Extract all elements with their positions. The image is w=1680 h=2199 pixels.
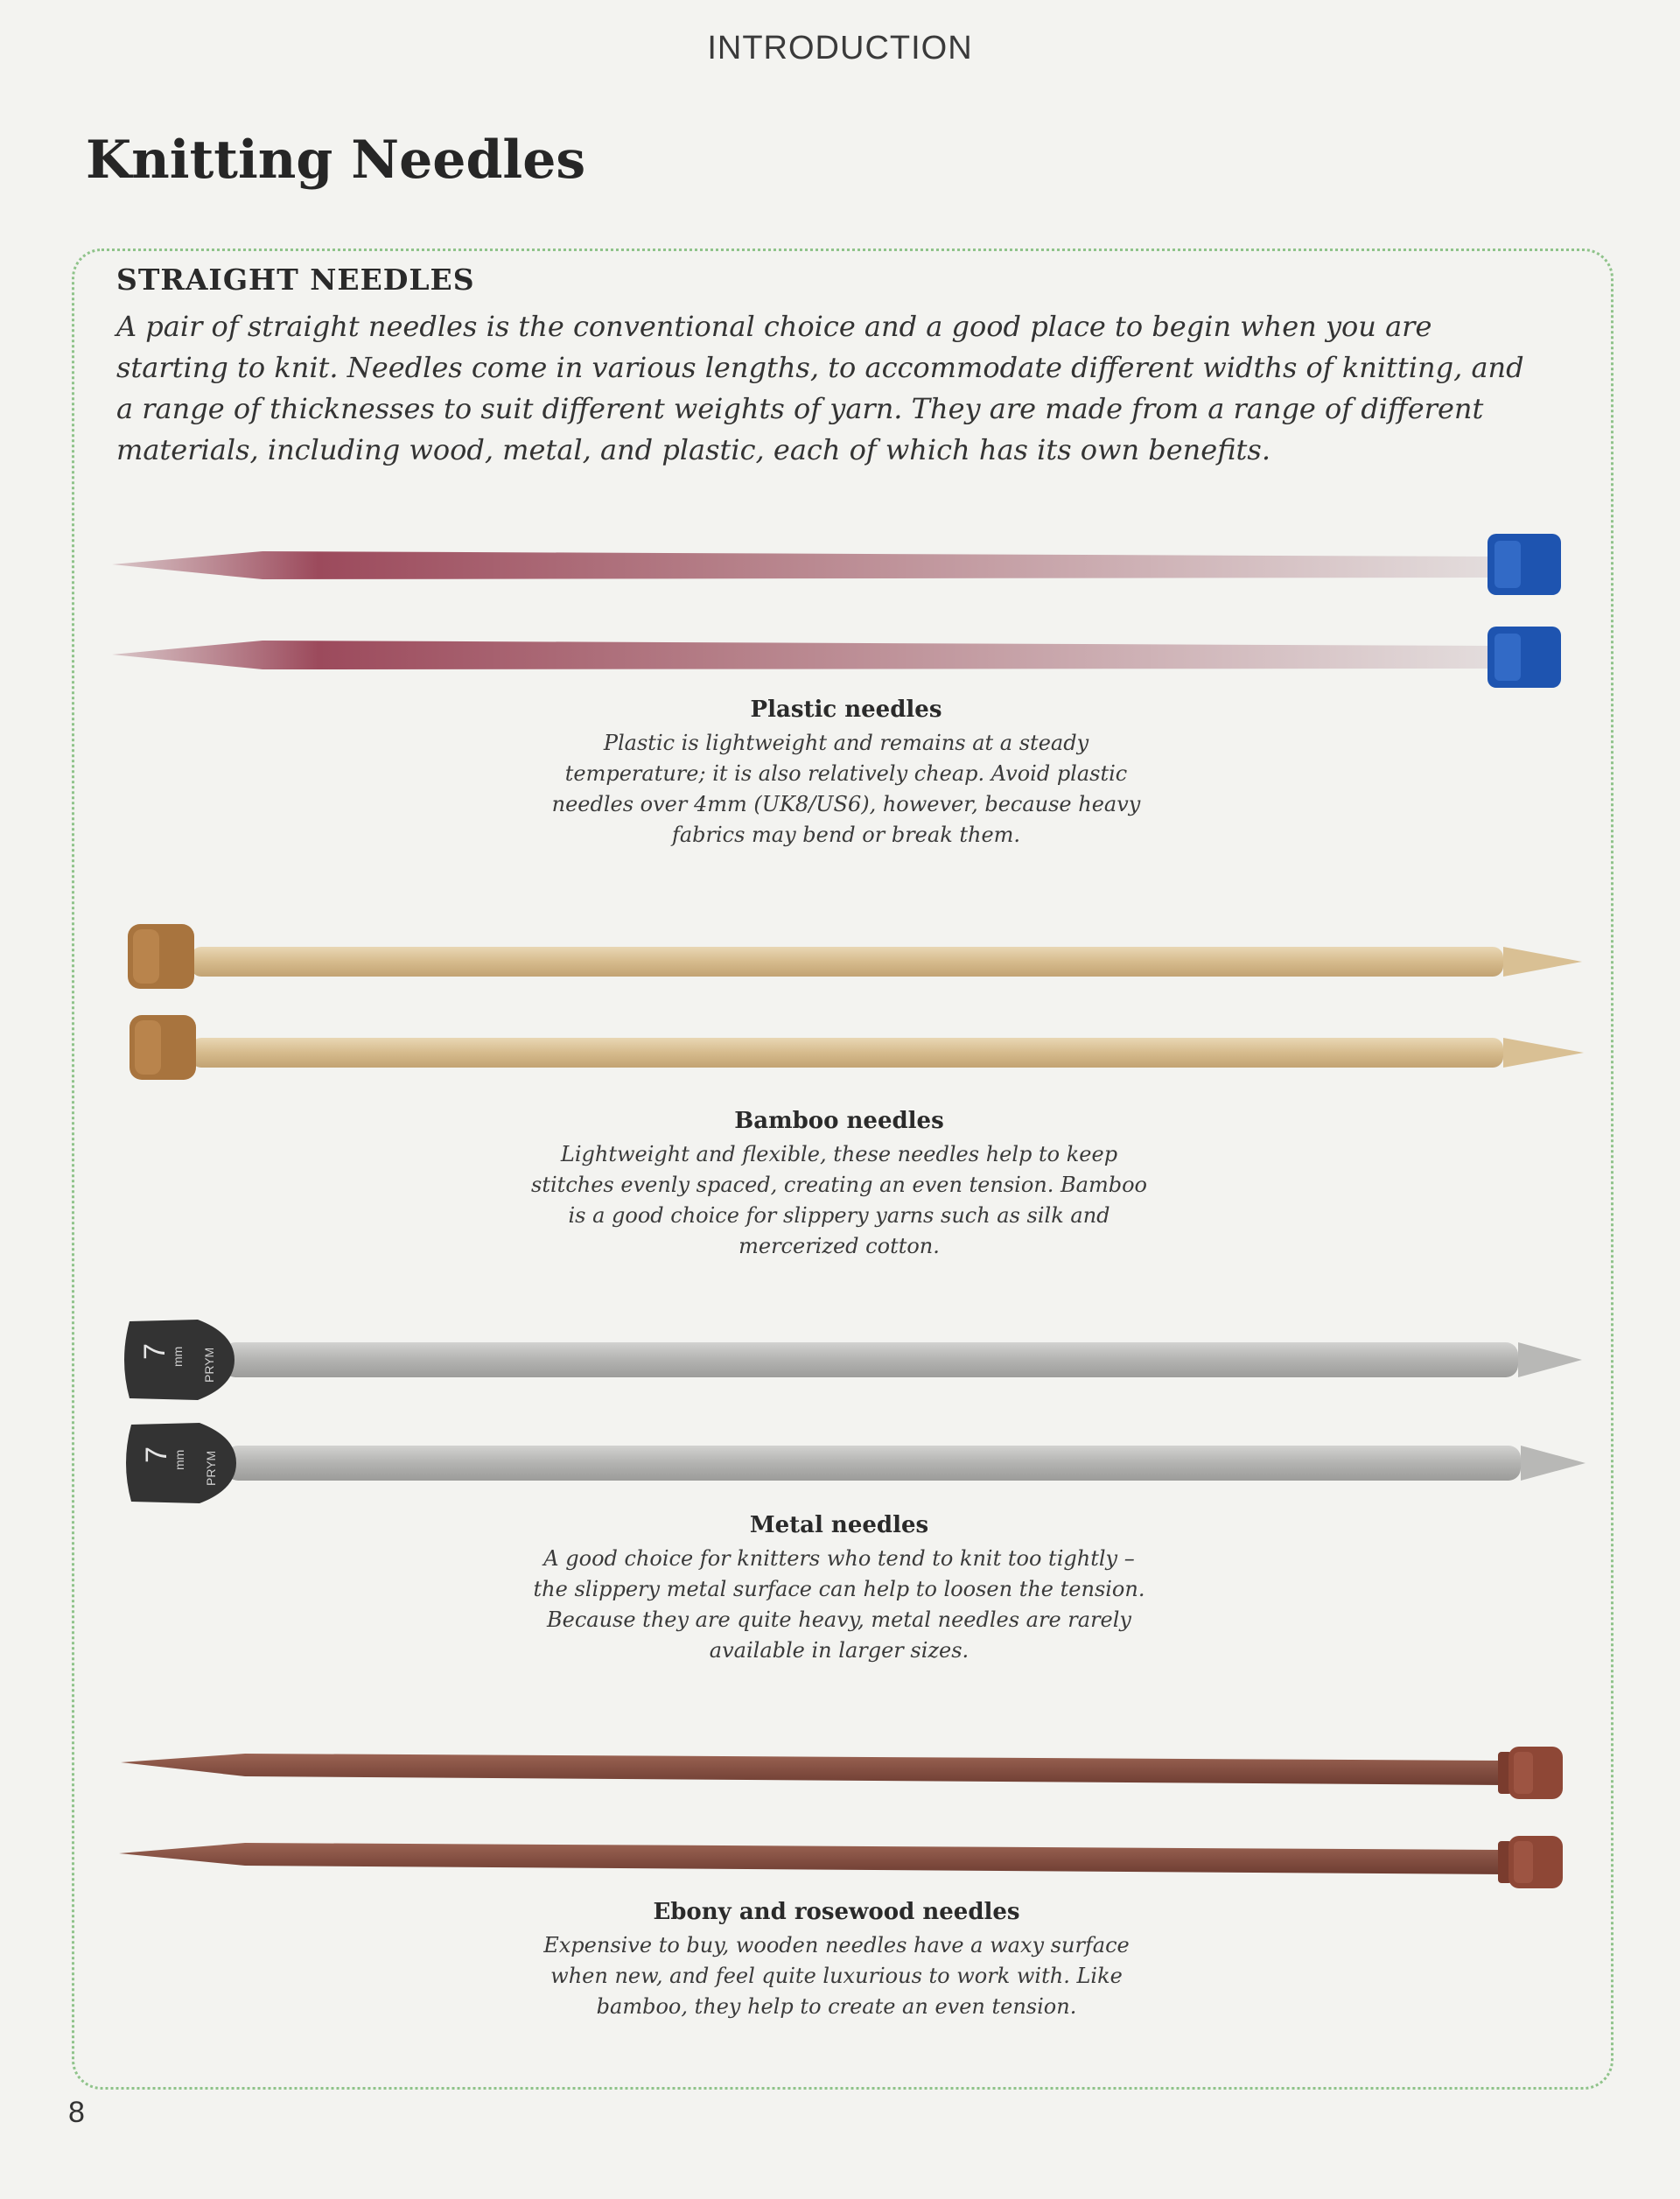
- metal-needle-1-size: 7: [138, 1343, 172, 1360]
- plastic-needle-2: [112, 627, 1561, 688]
- plastic-needle-1: [112, 534, 1561, 595]
- plastic-needles-caption: [531, 697, 1161, 851]
- ebony-needle-2: [119, 1836, 1563, 1888]
- bamboo-needle-1: [128, 924, 1582, 989]
- ebony-rosewood-needles-body: Expensive to buy, wooden needles have a waxy surface when new, and feel quite luxurious to work with. Like bamboo, they help to create an even tension.: [543, 1933, 1130, 2019]
- section-label: INTRODUCTION: [707, 30, 973, 67]
- page-number: 8: [68, 2096, 85, 2129]
- bamboo-needles-title: Bamboo needles: [734, 1108, 944, 1134]
- metal-needles-caption: [524, 1512, 1154, 1666]
- bamboo-needles-body: Lightweight and flexible, these needles help to keep stitches evenly spaced, creating an even tension. Bamboo is a good choice for slippery yarns such as silk and mercerized cotton.: [531, 1142, 1147, 1258]
- plastic-needles-body: Plastic is lightweight and remains at a steady temperature; it is also relatively cheap. Avoid plastic needles over 4mm (UK8/US6), however, because heavy fabrics may bend or break them.: [551, 731, 1141, 847]
- plastic-needles-title: Plastic needles: [750, 697, 942, 723]
- metal-needle-2-unit: mm: [172, 1449, 186, 1470]
- metal-needles-title: Metal needles: [749, 1512, 929, 1538]
- metal-needle-1-unit: mm: [171, 1346, 185, 1367]
- ebony-rosewood-needles-title: Ebony and rosewood needles: [653, 1899, 1020, 1925]
- ebony-rosewood-needles-caption: [522, 1899, 1152, 2022]
- straight-needles-intro: A pair of straight needles is the conventional choice and a good place to begin when you are starting to knit. Needles come in various lengths, to accommodate different widths of knitting, and a range of thicknesses to suit different weights of yarn. They are made from a range of different materials, including wood, metal, and plastic, each of which has its own benefits.: [116, 310, 1524, 466]
- bamboo-needles-caption: [524, 1108, 1154, 1262]
- page-title: Knitting Needles: [86, 130, 586, 191]
- metal-needle-2: [126, 1423, 1586, 1503]
- metal-needles-body: A good choice for knitters who tend to knit too tightly – the slippery metal surface can help to loosen the tension. Because they are quite heavy, metal needles are rarely available in larger sizes.: [533, 1546, 1145, 1663]
- metal-needle-2-brand: PRYM: [204, 1450, 218, 1486]
- metal-needle-1: [124, 1320, 1582, 1400]
- metal-needle-1-brand: PRYM: [202, 1347, 216, 1383]
- bamboo-needle-2: [130, 1015, 1584, 1080]
- ebony-needle-1: [121, 1747, 1563, 1799]
- straight-needles-subhead: STRAIGHT NEEDLES: [116, 263, 475, 297]
- metal-needle-2-size: 7: [140, 1446, 173, 1463]
